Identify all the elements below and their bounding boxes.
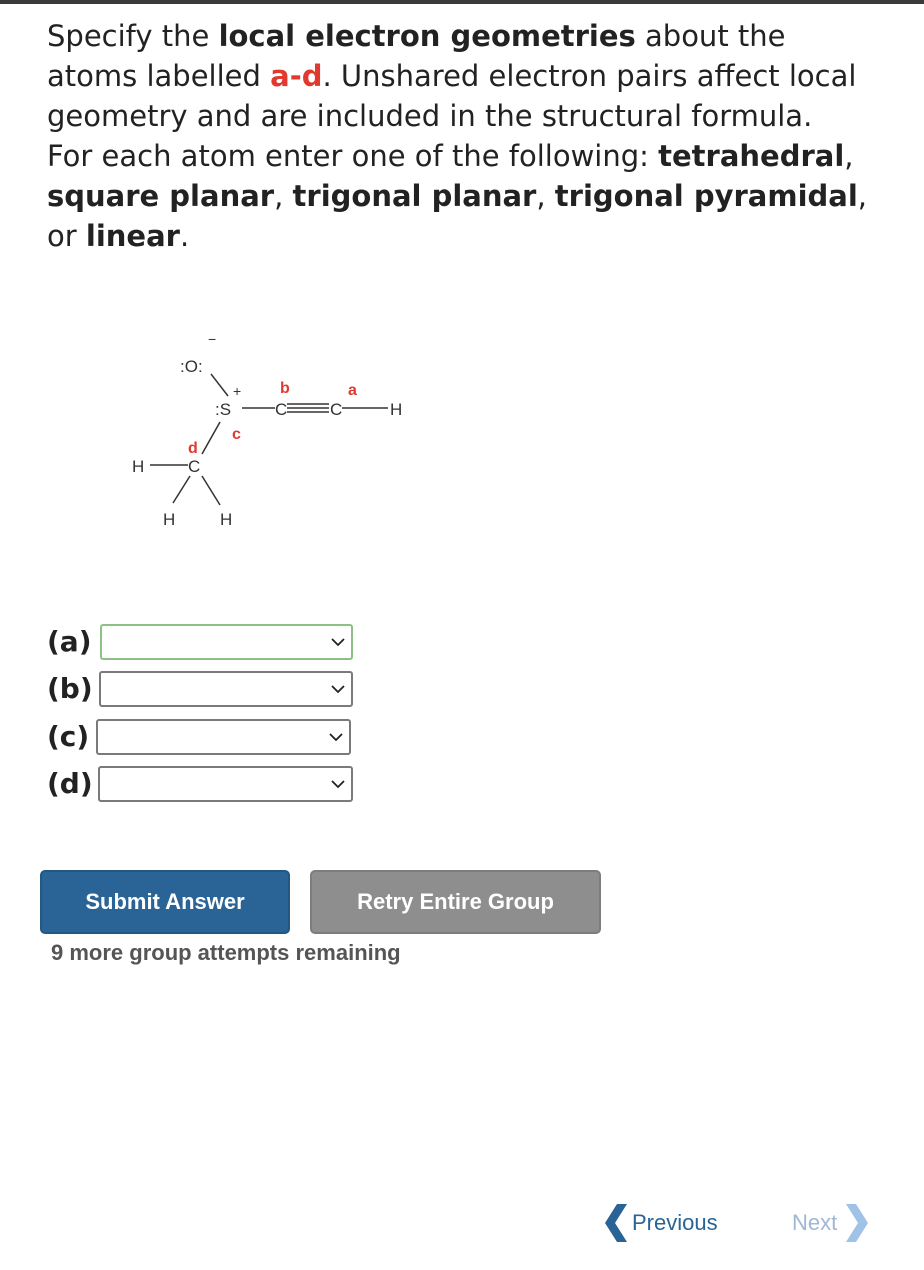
previous-label: Previous [632, 1210, 718, 1235]
top-border [0, 0, 924, 4]
bond-cd-h-br [202, 476, 220, 505]
answer-label-d: (d) [47, 767, 93, 800]
answer-label-b: (b) [47, 672, 93, 705]
charge-oxygen-minus: − [208, 331, 217, 347]
atom-hydrogen-right: H [390, 400, 403, 419]
attempts-remaining: 9 more group attempts remaining [51, 940, 401, 965]
atom-carbon-d: C [188, 457, 201, 476]
chevron-left-icon [603, 1202, 629, 1244]
label-b: b [280, 380, 290, 397]
atom-hydrogen-left: H [132, 457, 145, 476]
answer-label-a: (a) [47, 625, 92, 658]
question-text [47, 16, 867, 256]
bond-s-cd [202, 422, 220, 454]
chevron-right-icon [844, 1202, 870, 1244]
bond-cd-h-bl [173, 476, 190, 503]
retry-entire-group-button[interactable]: Retry Entire Group [310, 870, 601, 934]
question-instructions: Specify the local electron geometries about the atoms labelled a-d. Unshared electron pairs affect local geometry and are included in the structural formula. [47, 19, 857, 133]
submit-answer-button[interactable]: Submit Answer [40, 870, 290, 934]
previous-button[interactable] [603, 1198, 733, 1248]
atom-carbon-a: C [330, 400, 343, 419]
answer-select-b[interactable] [99, 671, 353, 707]
next-label: Next [792, 1210, 838, 1235]
atom-hydrogen-bottom-left: H [163, 510, 176, 529]
next-button[interactable] [790, 1198, 880, 1248]
question-options: For each atom enter one of the following: tetrahedral, square planar, trigonal planar, trigonal pyramidal, or linear. [47, 139, 868, 253]
atom-sulfur: :S [215, 400, 232, 419]
bond-o-s [211, 374, 228, 396]
label-d: d [188, 440, 198, 457]
atom-oxygen: :O: [180, 357, 203, 376]
molecule-structure [120, 330, 440, 540]
answer-select-a[interactable] [100, 624, 353, 660]
charge-sulfur-plus: + [233, 383, 242, 399]
atom-hydrogen-bottom-right: H [220, 510, 233, 529]
atom-carbon-b: C [275, 400, 288, 419]
answer-select-d[interactable] [98, 766, 353, 802]
label-a: a [348, 382, 357, 399]
label-c: c [232, 426, 241, 443]
answer-label-c: (c) [47, 720, 90, 753]
answer-select-c[interactable] [96, 719, 351, 755]
